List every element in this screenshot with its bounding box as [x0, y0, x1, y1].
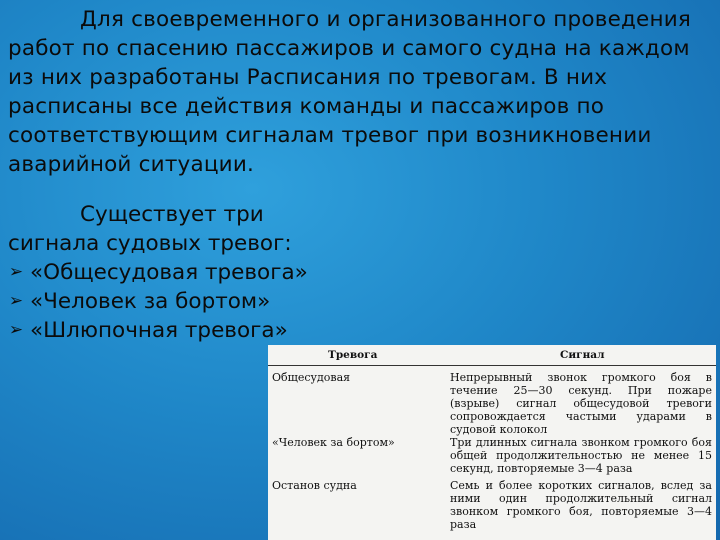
intro-paragraph [8, 5, 716, 179]
alarm-label: «Человек за бортом» [30, 289, 271, 314]
alarm-signal-table-image [268, 345, 716, 540]
arrow-right-bullet-icon: ➢ [8, 291, 24, 311]
table-row-signal: Непрерывный звонок громкого боя в течение 25—30 секунд. При пожаре (взрыве) сигнал общесудовой тревоги сопровождается частыми ударами в судовой колокол [450, 371, 712, 436]
table-header-signal: Сигнал [560, 349, 605, 361]
alarm-label: «Общесудовая тревога» [30, 260, 308, 285]
alarm-label: «Шлюпочная тревога» [30, 318, 288, 343]
table-row-name: Общесудовая [272, 371, 351, 384]
list-item [8, 287, 428, 316]
signals-intro [8, 200, 428, 258]
signals-intro-first: Существует три [80, 202, 264, 227]
table-row-name: Останов судна [272, 479, 357, 492]
intro-rest: проведения работ по спасению пассажиров и самого судна на каждом из них разработаны Расписания по тревогам. В них расписаны все действия команды и пассажиров по соответствующим сигналам тревог при возникновении аварийной ситуации. [8, 7, 692, 177]
arrow-right-bullet-icon: ➢ [8, 320, 24, 340]
signals-section [8, 200, 428, 345]
signals-intro-rest: сигнала судовых тревог: [8, 231, 292, 256]
arrow-right-bullet-icon: ➢ [8, 262, 24, 282]
alarm-list [8, 258, 428, 345]
list-item [8, 258, 428, 287]
list-item [8, 316, 428, 345]
table-row-signal: Семь и более коротких сигналов, вслед за ними один продолжительный сигнал звонком громкого боя, повторяемые 3—4 раза [450, 479, 712, 531]
intro-first-line: Для своевременного и организованного [80, 7, 547, 32]
table-header-rule [268, 365, 716, 366]
table-row-signal: Три длинных сигнала звонком громкого боя общей продолжительностью не менее 15 секунд, повторяемые 3—4 раза [450, 436, 712, 475]
table-row-name: «Человек за бортом» [272, 436, 395, 449]
table-header-alarm: Тревога [328, 349, 378, 361]
